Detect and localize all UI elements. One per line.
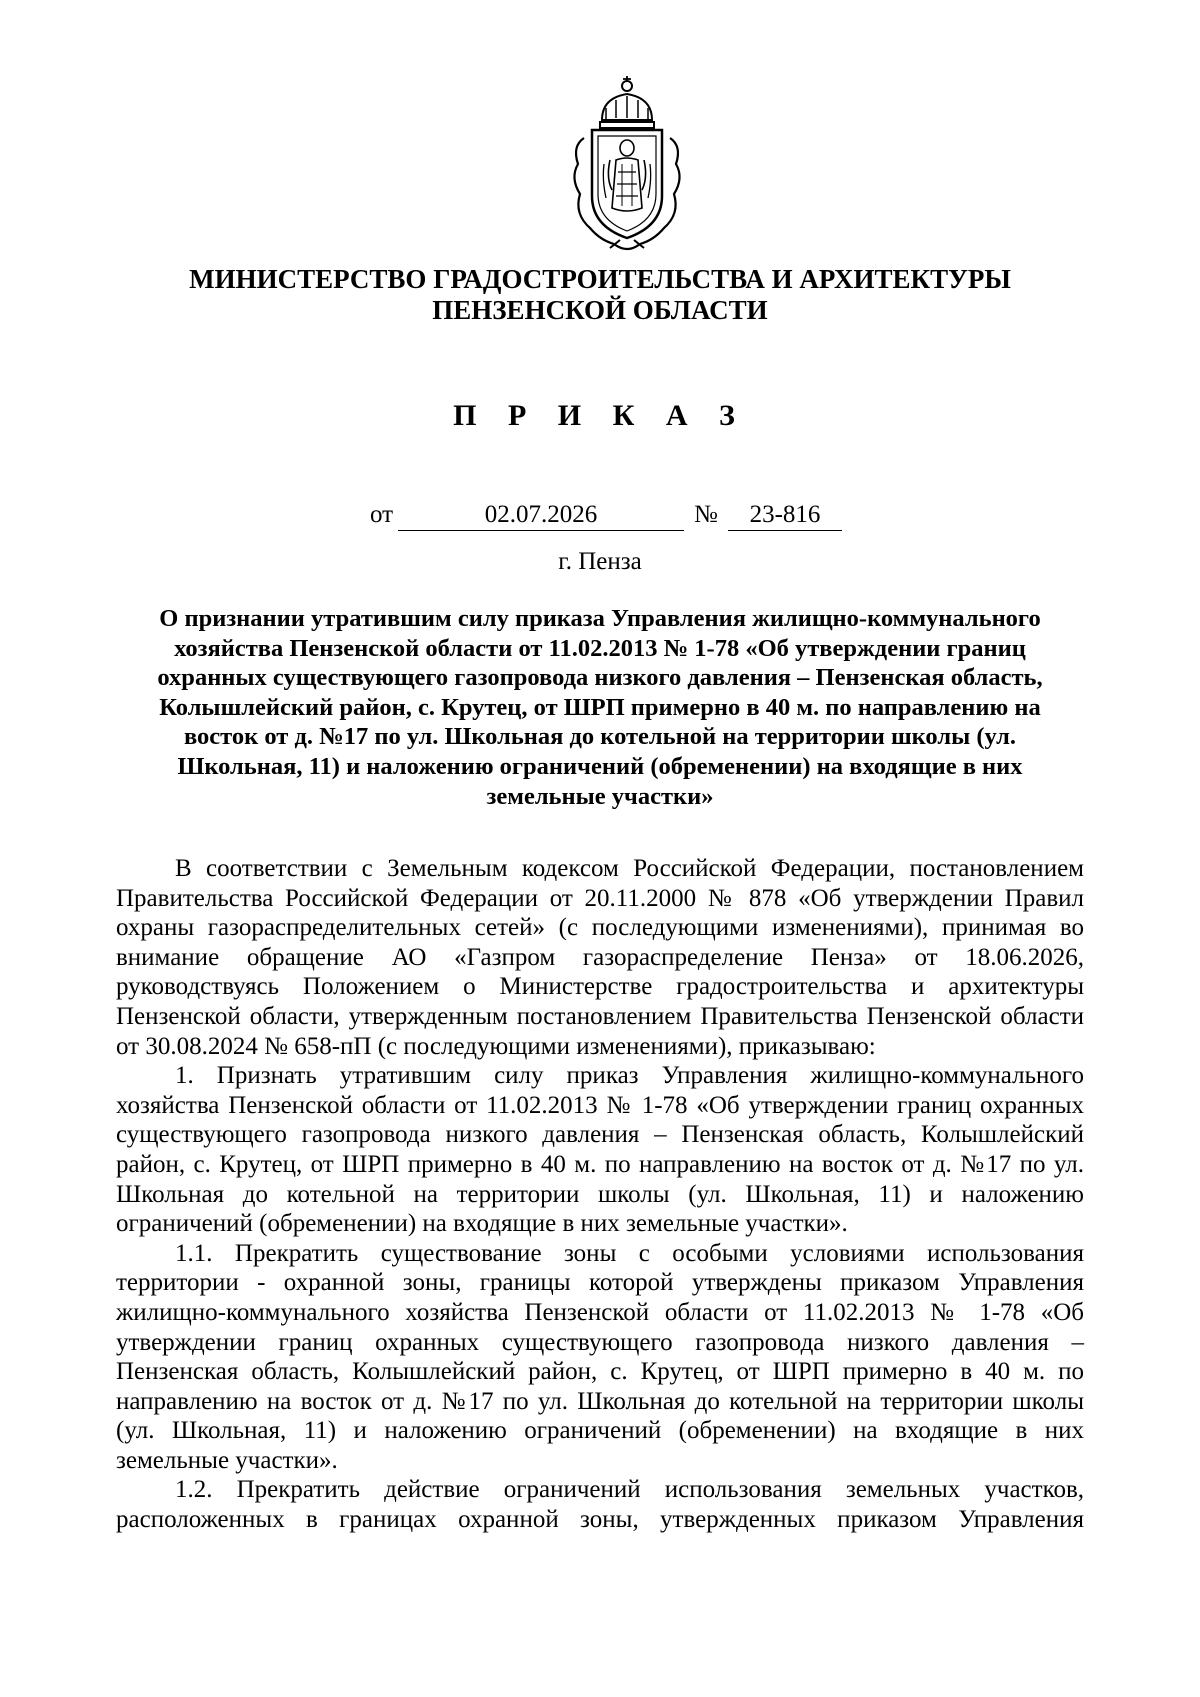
ministry-name-line2: ПЕНЗЕНСКОЙ ОБЛАСТИ [432,295,768,325]
from-label: от [370,501,394,528]
document-type-title: П Р И К А З [453,399,747,432]
preamble-paragraph: В соответствии с Земельным кодексом Российской Федерации, постановлением Правительства Российской Федерации от 20.11.2000 № 878 «Об утверждении Правил охраны газораспределительных сетей» (с последующими изменениями), принимая во внимание обращение АО «Газпром газораспределение Пенза» от 18.06.2026, руководствуясь Положением о Министерстве градостроительства и архитектуры Пензенской области, утвержденным постановлением Правительства Пензенской области от 30.08.2024 № 658-пП (с последующими изменениями), приказываю: [116,855,1084,1060]
order-subject-heading: О признании утратившим силу приказа Управления жилищно-коммунального хозяйства Пензенской области от 11.02.2013 № 1-78 «Об утверждении границ охранных существующего газопровода низкого давления – Пензенская область, Колышлейский район, с. Крутец, от ШРП примерно в 40 м. по направлению на восток от д. №17 по ул. Школьная до котельной на территории школы (ул. Школьная, 11) и наложению ограничений (обременении) на входящие в них земельные участки» [157,605,1043,810]
ministry-name [100,264,1100,326]
city-name: г. Пенза [558,548,642,575]
order-date: 02.07.2026 [398,500,684,531]
order-number: 23-816 [728,500,842,531]
ministry-name-line1: МИНИСТЕРСТВО ГРАДОСТРОИТЕЛЬСТВА И АРХИТЕКТУРЫ [189,264,1011,294]
item-1-1-paragraph: 1.1. Прекратить существование зоны с особыми условиями использования территории - охранной зоны, границы которой утверждены приказом Управления жилищно-коммунального хозяйства Пензенской области от 11.02.2013 № 1-78 «Об утверждении границ охранных существующего газопровода низкого давления – Пензенская область, Колышлейский район, с. Крутец, от ШРП примерно в 40 м. по направлению на восток от д. №17 по ул. Школьная до котельной на территории школы (ул. Школьная, 11) и наложению ограничений (обременении) на входящие в них земельные участки». [116,1239,1084,1474]
number-label: № [694,501,718,528]
order-body [116,854,1084,1535]
item-1-paragraph: 1. Признать утратившим силу приказ Управления жилищно-коммунального хозяйства Пензенской области от 11.02.2013 № 1-78 «Об утверждении границ охранных существующего газопровода низкого давления – Пензенская область, Колышлейский район, с. Крутец, от ШРП примерно в 40 м. по направлению на восток от д. №17 по ул. Школьная до котельной на территории школы (ул. Школьная, 11) и наложению ограничений (обременении) на входящие в них земельные участки». [116,1062,1084,1238]
item-1-2-paragraph: 1.2. Прекратить действие ограничений использования земельных участков, расположенных в границах охранной зоны, утвержденных приказом Управления [116,1476,1084,1534]
coat-of-arms-icon [562,68,692,258]
